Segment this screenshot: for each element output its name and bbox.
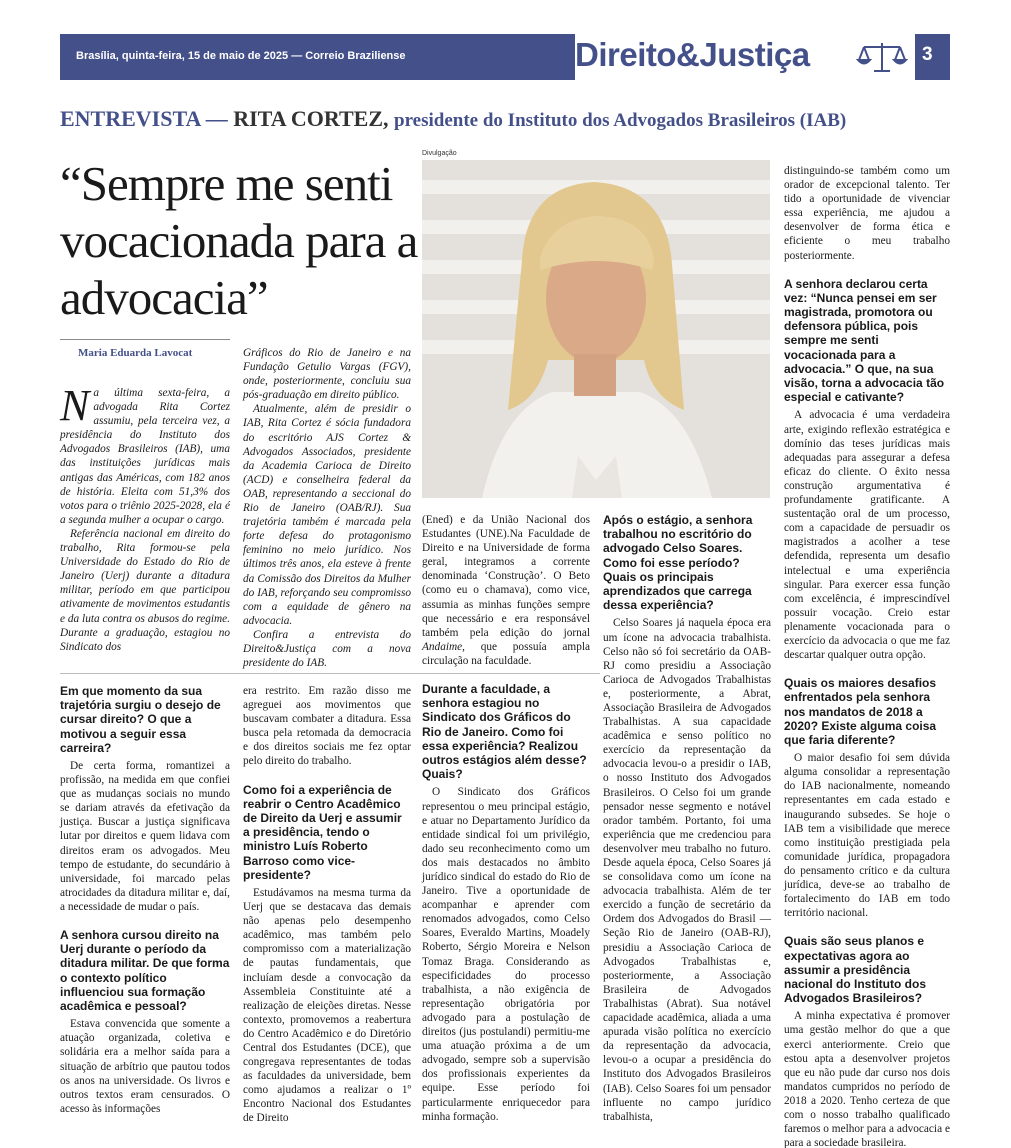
newspaper-name: Andaime [422,640,463,653]
byline-divider [60,339,230,340]
kicker-name: RITA CORTEZ, [233,106,389,131]
answer-1: De certa forma, romantizei a profissão, na medida em que confiei que as mudanças sociais no mundo se dariam através da efetivação da justiça. Buscar a justiça significava lutar por direitos e quem lidava com direitos eram os advogados. Meu tempo de estudante, do secundário à universidade, foi marcado pelas atrocidades da ditadura militar e, daí, a necessidade de mudar o país. [60,760,230,913]
question-1: Em que momento da sua trajetória surgiu o desejo de cursar direito? O que a motivou a seguir essa carreira? [60,684,221,755]
question-3: Como foi a experiência de reabrir o Centro Acadêmico de Direito da Uerj e assumir a presidência, tendo o ministro Luís Roberto Barroso como vice-presidente? [243,782,402,882]
interview-kicker [60,106,960,132]
question-5: Após o estágio, a senhora trabalhou no escritório do advogado Celso Soares. Como foi esse período? Quais os principais aprendizados que carrega dessa experiência? [603,513,753,613]
kicker-role: presidente do Instituto dos Advogados Brasileiros (IAB) [394,110,847,131]
intro-paragraph-2: Referência nacional em direito do trabalho, Rita formou-se pela Universidade do Estado do Rio de Janeiro (Uerj) durante a ditadura militar, período em que participou ativamente de movimentos estudantis e da luta contra os abusos do regime. Durante a graduação, estagiou no Sindicato dos [60,527,230,653]
question-2: A senhora cursou direito na Uerj durante o período da ditadura militar. De que forma o contexto político influenciou sua formação acadêmica e pessoal? [60,928,230,1014]
byline: Maria Eduarda Lavocat [78,347,193,359]
dateline: Brasília, quinta-feira, 15 de maio de 2025 — Correio Braziliense [76,50,406,62]
page-header [60,34,950,80]
photo-credit: Divulgação [422,150,457,157]
portrait-photo [422,160,770,498]
interview-column-1 [60,684,230,1116]
question-8: Quais são seus planos e expectativas agora ao assumir a presidência nacional do Instituto dos Advogados Brasileiros? [784,934,926,1006]
kicker-label: ENTREVISTA — [60,106,228,131]
page-number: 3 [922,44,933,65]
answer-5: Celso Soares já naquela época era um ícone na advocacia trabalhista. Celso não só foi secretário da OAB-RJ como presidiu a Associação Carioca de Advogados Trabalhistas e, posteriormente, a Abrat, Associação Brasileira de Advogados Trabalhistas. A sua capacidade acadêmica e senso político no exercício da representação da advocacia levou-o a presidir o IAB, o nosso Instituto dos Advogados Brasileiros. O Celso foi um grande pensador nesse segmento e notável orador também. Portanto, foi uma experiência que me credenciou para desenvolver meu trabalho no futuro. Desde aquela época, Celso Soares já se consolidava como um ícone na advocacia trabalhista. Além de ter exercido a função de secretário da Ordem dos Advogados do Brasil — Seção Rio de Janeiro (OAB-RJ), presidiu a Associação Carioca de Advogados Trabalhistas e, posteriormente, a Associação Brasileira de Advogados Trabalhistas (Abrat). Sua notável capacidade acadêmica, aliada a uma apurada visão política no exercício da representação da advocacia, levou-o a ocupar a presidência do Instituto dos Advogados Brasileiros (IAB). Celso Soares foi um pensador influente no campo jurídico trabalhista, [603,617,771,1123]
section-title: Direito&Justiça [575,36,810,73]
intro-paragraph-1: Na última sexta-feira, a advogada Rita Cortez assumiu, pela terceira vez, a presidência do Instituto dos Advogados Brasileiros (IAB), uma das instituições jurídicas mais antigas das Américas, com 182 anos de história. Eleita com 51,3% dos votos para o triênio 2025-2028, ela é a segunda mulher a ocupar o cargo. [60,381,230,526]
answer-5-continued: distinguindo-se também como um orador de excepcional talento. Ter tido a oportunidade de vivenciar essa experiência, me ajudou a desenvolver de forma ética e eficiente o meu trabalho posteriormente. [784,165,950,262]
interview-column-5 [784,164,950,1148]
answer-8: A minha expectativa é promover uma gestão melhor do que a que exerci anteriormente. Creio que estou apta a desenvolver projetos que eu não pude dar curso nos dois mandatos cumpridos no período de 2018 a 2020. Tenho certeza de que com o nosso trabalho qualificado faremos o melhor para a advocacia e para a sociedade brasileira. [784,1010,950,1148]
interview-column-4 [603,513,771,1124]
intro-paragraph-4: Atualmente, além de presidir o IAB, Rita Cortez é sócia fundadora do escritório AJS Cortez & Advogados Associados, presidente da Academia Carioca de Direito (ACD) e conselheira federal da OAB, representando a seccional do Rio de Janeiro (OAB/RJ). Sua trajetória também é marcada pela forte defesa do protagonismo feminino no meio jurídico. Nos últimos três anos, ela esteve à frente da Comissão dos Direitos da Mulher do IAB, reforçando seu compromisso com a equidade de gênero na advocacia. [243,403,411,627]
drop-cap: N [60,381,90,430]
intro-column-left [60,381,230,654]
question-4: Durante a faculdade, a senhora estagiou no Sindicato dos Gráficos do Rio de Janeiro. Como foi essa experiência? Realizou outros estágios além desse? Quais? [422,682,587,782]
answer-7: O maior desafio foi sem dúvida alguma consolidar a representação do IAB nacionalmente, nomeando representantes em cada estado e inaugurando subsedes. Se hoje o IAB tem a visibilidade que merece como instituição prestigiada pela comunidade jurídica, propagadora do pensamento crítico e da cultura jurídica, deve-se ao trabalho de fortalecimento do IAB em todo território nacional. [784,752,950,920]
answer-2-continued: era restrito. Em razão disso me agreguei aos movimentos que buscavam combater a ditadura. Essa busca pela retomada da democracia e dos direitos sociais me fez optar pelo direito do trabalho. [243,685,411,768]
headline: “Sempre me senti vocacionada para a advocacia” [60,156,418,325]
answer-6: A advocacia é uma verdadeira arte, exigindo reflexão estratégica e domínio das teses jurídicas mais adequadas para assegurar a defesa eficaz do cliente. O êxito nessa construção argumentativa é profundamente gratificante. A sustentação oral de um processo, com a capacidade de persuadir os magistrados a acolher a tese defendida, representa um desafio intelectual e uma experiência singular. Para exercer essa função com excelência, é imprescindível possuir vocação. Creio estar plenamente vocacionada para o exercício da advocacia o que me faz descartar qualquer outra opção. [784,409,950,662]
interview-column-3 [422,513,590,1124]
answer-2: Estava convencida que somente a atuação organizada, coletiva e solidária era a melhor saída para a situação de arbítrio que pautou todos os anos na universidade. Os livros e outros textos eram censurados. O acesso às informações [60,1018,230,1115]
question-6: A senhora declarou certa vez: “Nunca pensei em ser magistrada, promotora ou defensora pública, pois sempre me senti vocacionada para a advocacia.” O que, na sua visão, torna a advocacia tão especial e cativante? [784,276,945,405]
interview-column-2 [243,684,411,1126]
scales-of-justice-icon [856,40,908,74]
answer-4: O Sindicato dos Gráficos representou o meu principal estágio, e atuar no Departamento Jurídico da entidade sindical foi um privilégio, dado seu reconhecimento como um dos mais destacados no âmbito jurídico sindical do estado do Rio de Janeiro. Tive a oportunidade de acompanhar e aprender com renomados advogados, como Celso Soares, Everaldo Martins, Moadely Roberto, Sérgio Moreira e Nelson Tomaz Braga. Considerando as especificidades do processo trabalhista, a não exigência de representação obrigatória por advogado para a postulação de direitos (jus postulandi) permitiu-me uma atuação próxima a de um advogado, sempre sob a supervisão dos profissionais experientes da equipe. Esse período foi particularmente enriquecedor para minha formação. [422,786,590,1123]
intro-paragraph-3: Gráficos do Rio de Janeiro e na Fundação Getulio Vargas (FGV), onde, posteriormente, concluiu sua pós-graduação em direito público. [243,347,411,402]
question-7: Quais os maiores desafios enfrentados pela senhora nos mandatos de 2018 a 2020? Existe alguma coisa que faria diferente? [784,676,937,747]
intro-column-right [243,346,411,670]
intro-paragraph-5: Confira a entrevista do Direito&Justiça com a nova presidente do IAB. [243,628,411,670]
answer-3-continued: (Ened) e da União Nacional dos Estudantes (UNE).Na Faculdade de Direito e na Universidade de forma geral, integramos a corrente denominada ‘Construção’. O Beto (como eu o chamava), como vice, assumia as minhas funções sempre que necessário e era responsável também pela edição do jornal Andaime, que possuía ampla circulação na faculdade. [422,514,590,667]
answer-3: Estudávamos na mesma turma da Uerj que se destacava das demais não apenas pelo desempenho acadêmico, mas também pelo compromisso com a materialização de pautas fundamentais, que incluíam desde a convocação da Assembleia Constituinte até a realização de eleições diretas. Nesse contexto, promovemos a reabertura do Centro Acadêmico e do Diretório Central dos Estudantes (DCE), que congregava representantes de todas as faculdades da universidade, bem como ajudamos a realizar o 1º Encontro Nacional dos Estudantes de Direito [243,886,411,1125]
